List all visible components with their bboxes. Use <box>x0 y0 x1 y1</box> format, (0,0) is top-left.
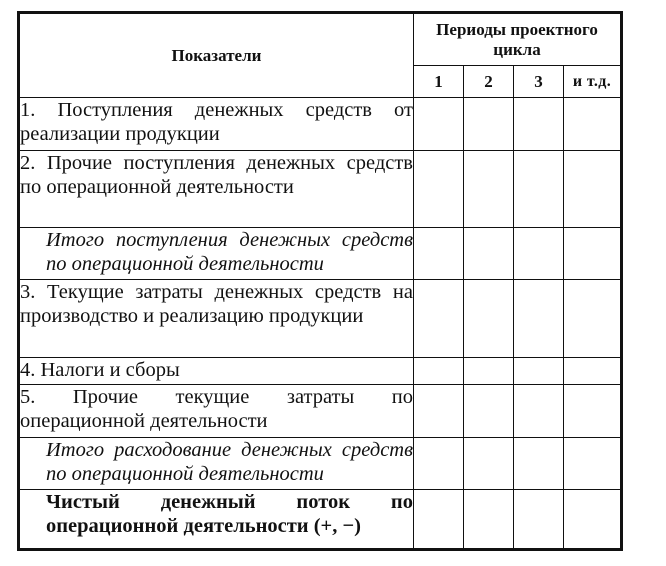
period-col-3: 3 <box>514 66 564 98</box>
row-label-receipts-sales: 1. Поступления денежных средств от реализации продукции <box>19 98 414 151</box>
table-cell <box>414 357 464 384</box>
row-label-total-receipts: Итого поступления денежных средств по операционной деятельности <box>19 228 414 280</box>
table-cell <box>514 490 564 550</box>
table-cell <box>464 150 514 228</box>
table-row <box>19 228 622 280</box>
table-cell <box>564 490 622 550</box>
table-cell <box>414 437 464 490</box>
row-label-total-costs: Итого расходование денежных средств по операционной деятельности <box>19 437 414 490</box>
table-cell <box>414 490 464 550</box>
indicators-header: Показатели <box>19 13 414 98</box>
table-row <box>19 490 622 550</box>
period-col-2: 2 <box>464 66 514 98</box>
table-cell <box>514 98 564 151</box>
table-row <box>19 98 622 151</box>
table-cell <box>464 98 514 151</box>
periods-header: Периоды проектного цикла <box>414 13 622 66</box>
table-cell <box>414 98 464 151</box>
table-cell <box>414 280 464 358</box>
row-label-net-cash-flow: Чистый денежный поток по операционной деятельности (+, −) <box>19 490 414 550</box>
table-cell <box>464 490 514 550</box>
table-cell <box>564 98 622 151</box>
period-col-1: 1 <box>414 66 464 98</box>
table-cell <box>464 280 514 358</box>
table-cell <box>514 150 564 228</box>
table-cell <box>414 228 464 280</box>
table-cell <box>564 437 622 490</box>
table-cell <box>514 280 564 358</box>
table-cell <box>514 437 564 490</box>
table-cell <box>514 228 564 280</box>
table-cell <box>514 357 564 384</box>
table-cell <box>514 385 564 438</box>
table-row <box>19 150 622 228</box>
table-cell <box>564 385 622 438</box>
table-cell <box>414 150 464 228</box>
cash-flow-table <box>17 11 623 551</box>
period-col-etc: и т.д. <box>564 66 622 98</box>
row-label-other-receipts: 2. Прочие поступления денежных средств по операционной деятельности <box>19 150 414 228</box>
row-label-taxes: 4. Налоги и сборы <box>19 357 414 384</box>
table-row <box>19 437 622 490</box>
table-cell <box>564 228 622 280</box>
table-row <box>19 385 622 438</box>
table-cell <box>564 357 622 384</box>
table-cell <box>414 385 464 438</box>
table-cell <box>464 385 514 438</box>
table-cell <box>564 150 622 228</box>
table-cell <box>464 357 514 384</box>
row-label-current-costs: 3. Текущие затраты денежных средств на производство и реализацию продукции <box>19 280 414 358</box>
table-cell <box>464 228 514 280</box>
row-label-other-costs: 5. Прочие текущие затраты по операционной деятельности <box>19 385 414 438</box>
table-cell <box>564 280 622 358</box>
table-row <box>19 280 622 358</box>
table-cell <box>464 437 514 490</box>
table-row <box>19 357 622 384</box>
